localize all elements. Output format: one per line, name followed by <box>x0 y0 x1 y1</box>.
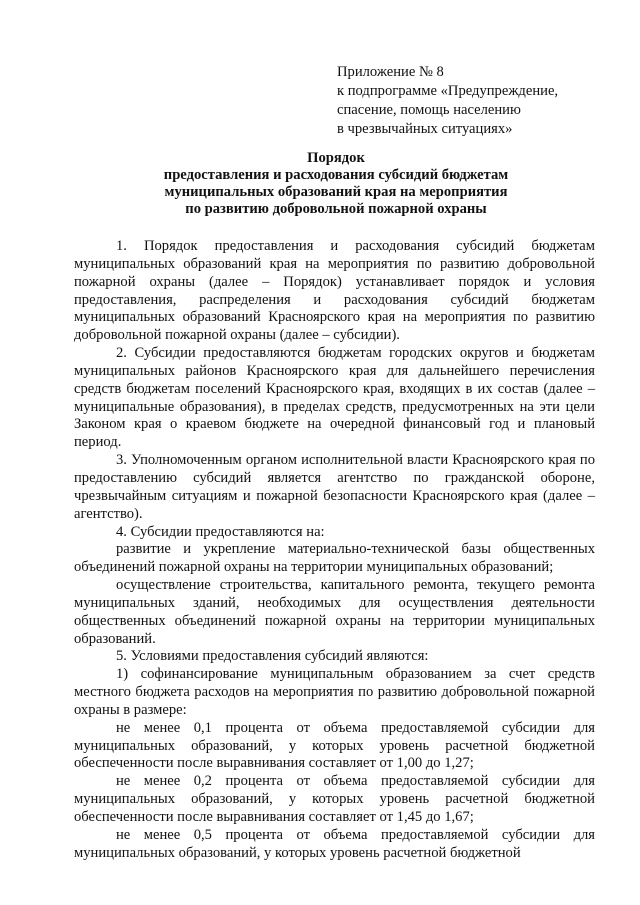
paragraph-4-item-1: развитие и укрепление материально-технической базы общественных объединений пожарной охраны на территории муниципальных образований; <box>74 541 595 576</box>
paragraph-4-item-2: осуществление строительства, капитального ремонта, текущего ремонта муниципальных зданий, необходимых для осуществления деятельности общественных объединений пожарной охраны на территории муниципальных образований. <box>74 577 595 647</box>
title-line: муниципальных образований края на мероприятия <box>164 184 508 200</box>
appendix-line: спасение, помощь населению <box>337 102 521 118</box>
appendix-line: к подпрограмме «Предупреждение, <box>337 83 559 99</box>
appendix-header <box>337 63 607 139</box>
paragraph-3: 3. Уполномоченным органом исполнительной власти Красноярского края по предоставлению субсидий является агентство по гражданской обороне, чрезвычайным ситуациям и пожарной безопасности Красноярского края (далее – агентство). <box>74 452 595 522</box>
document-title <box>90 150 582 218</box>
paragraph-5: 5. Условиями предоставления субсидий являются: <box>116 648 429 665</box>
appendix-line: Приложение № 8 <box>337 64 444 80</box>
title-line: предоставления и расходования субсидий бюджетам <box>163 167 509 183</box>
title-line: по развитию добровольной пожарной охраны <box>185 201 487 217</box>
cofinancing-rate-1: не менее 0,1 процента от объема предоставляемой субсидии для муниципальных образований, у которых уровень расчетной бюджетной обеспеченности после выравнивания составляет от 1,00 до 1,27; <box>74 719 595 772</box>
appendix-line: в чрезвычайных ситуациях» <box>337 121 513 137</box>
document-body <box>74 238 595 863</box>
paragraph-5-item-1: 1) софинансирование муниципальным образованием за счет средств местного бюджета расходов на мероприятия по развитию добровольной пожарной охраны в размере: <box>74 666 595 718</box>
paragraph-2: 2. Субсидии предоставляются бюджетам городских округов и бюджетам муниципальных районов Красноярского края для дальнейшего перечисления средств бюджетам поселений Красноярского края, входящих в их состав (далее – муниципальные образования), в пределах средств, предусмотренных на эти цели Законом края о краевом бюджете на очередной финансовый год и плановый период. <box>74 345 595 451</box>
cofinancing-rate-3: не менее 0,5 процента от объема предоставляемой субсидии для муниципальных образований, у которых уровень расчетной бюджетной <box>74 826 595 861</box>
paragraph-4: 4. Субсидии предоставляются на: <box>116 523 325 540</box>
paragraph-1: 1. Порядок предоставления и расходования субсидий бюджетам муниципальных образований края на мероприятия по развитию добровольной пожарной охраны (далее – Порядок) устанавливает порядок и условия предоставления, распределения и расходования субсидий бюджетам муниципальных образований Красноярского края на мероприятия по развитию добровольной пожарной охраны (далее – субсидии). <box>74 238 595 344</box>
title-line: Порядок <box>307 150 365 166</box>
cofinancing-rate-2: не менее 0,2 процента от объема предоставляемой субсидии для муниципальных образований, у которых уровень расчетной бюджетной обеспеченности после выравнивания составляет от 1,45 до 1,67; <box>74 773 595 825</box>
